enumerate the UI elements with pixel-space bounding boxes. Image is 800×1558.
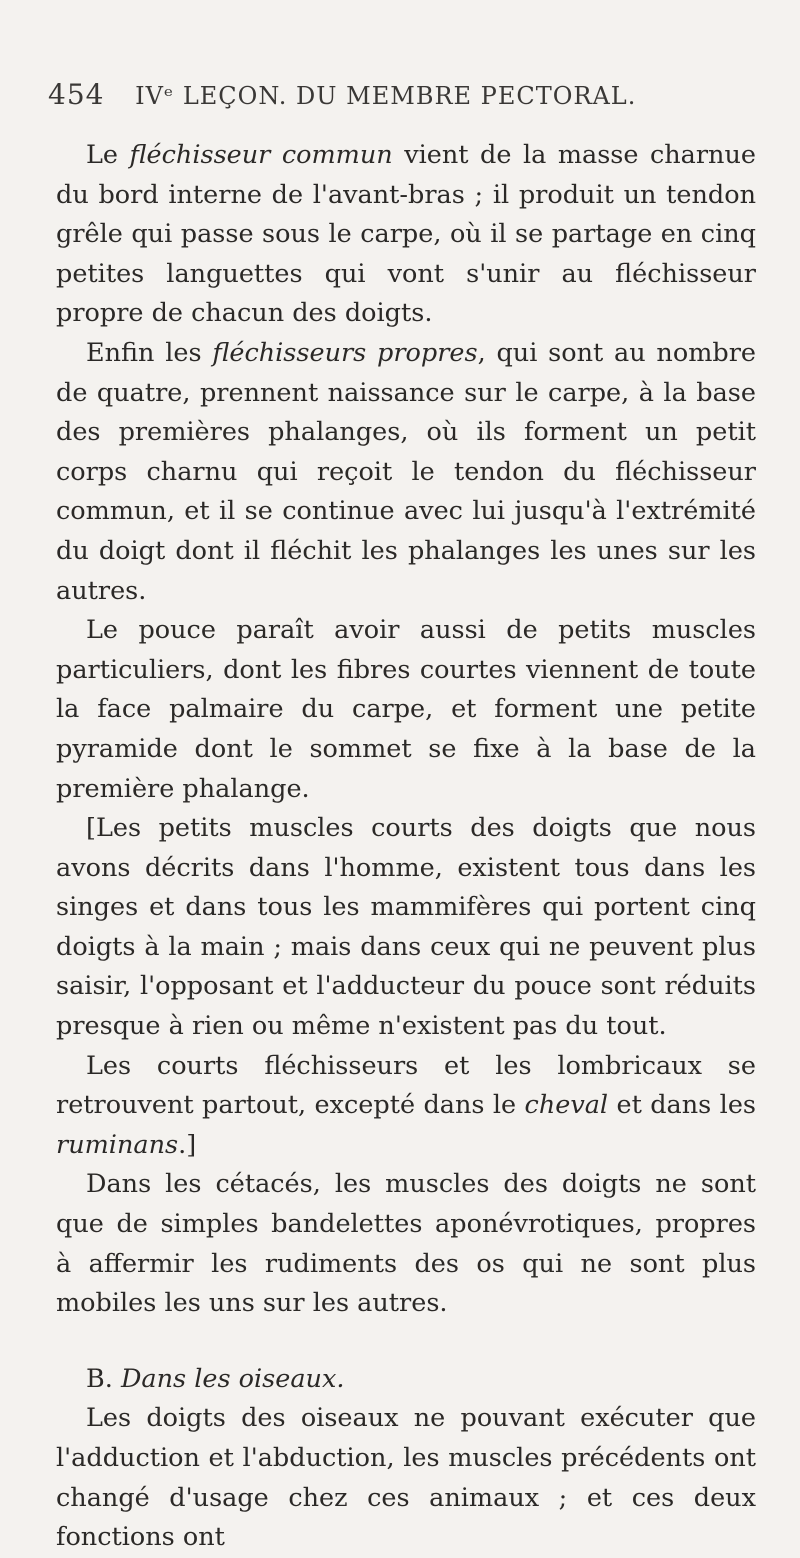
text-run: .] xyxy=(178,1129,197,1160)
running-header xyxy=(48,78,768,111)
text-run: Dans les cétacés, les muscles des doigts ne sont que de simples bandelettes aponévrotiques, propres à affermir les rudiments des os qui ne sont plus mobiles les uns sur les autres. xyxy=(56,1169,756,1319)
page-number: 454 xyxy=(48,78,105,111)
section-heading xyxy=(56,1360,756,1400)
italic-term: fléchisseur commun xyxy=(129,140,393,170)
paragraph-oiseaux xyxy=(56,1399,756,1557)
section-title: Dans les oiseaux. xyxy=(120,1363,345,1394)
text-run: Enfin les xyxy=(86,337,213,368)
paragraph-petits-muscles xyxy=(56,809,756,1047)
italic-term: fléchisseurs propres xyxy=(212,337,478,368)
text-run: vient de la masse charnue du bord interne de l'avant-bras ; il produit un tendon grêle qui passe sous le carpe, où il se partage en cinq petites languettes qui vont s'unir au fléchisseur propre de chacun des doigts. xyxy=(56,140,756,329)
paragraph-cetaces xyxy=(56,1165,756,1323)
text-run: [Les petits muscles courts des doigts que nous avons décrits dans l'homme, existent tous dans les singes et dans tous les mammifères qui portent cinq doigts à la main ; mais dans ceux qui ne peuvent plus saisir, l'opposant et l'adducteur du pouce sont réduits presque à rien ou même n'existent pas du tout. xyxy=(56,813,756,1042)
text-run: et dans les xyxy=(608,1090,756,1121)
text-run: Les courts fléchisseurs et les lombricaux se retrouvent partout, excepté dans le xyxy=(56,1050,756,1121)
text-run: Le pouce paraît avoir aussi de petits muscles particuliers, dont les fibres courtes viennent de toute la face palmaire du carpe, et forment une petite pyramide dont le sommet se fixe à la base de la première phalange. xyxy=(56,615,756,804)
paragraph-pouce xyxy=(56,611,756,809)
text-run: , qui sont au nombre de quatre, prennent naissance sur le carpe, à la base des premières phalanges, où ils forment un petit corps charnu qui reçoit le tendon du fléchisseur commun, et il se continue avec lui jusqu'à l'extrémité du doigt dont il fléchit les phalanges les unes sur les autres. xyxy=(56,337,756,606)
italic-term: cheval xyxy=(524,1090,609,1121)
paragraph-flechisseurs-propres xyxy=(56,334,756,611)
body-text xyxy=(56,136,756,1558)
italic-term: ruminans xyxy=(56,1129,179,1160)
section-letter: B. xyxy=(86,1363,113,1394)
text-run: Les doigts des oiseaux ne pouvant exécuter que l'adduction et l'abduction, les muscles précédents ont changé d'usage chez ces animaux ; et ces deux fonctions ont xyxy=(56,1403,756,1553)
running-title: IVᵉ LEÇON. DU MEMBRE PECTORAL. xyxy=(135,82,637,110)
text-run: Le xyxy=(86,140,130,170)
paragraph-courts-flechisseurs xyxy=(56,1047,756,1166)
paragraph-flechisseur-commun xyxy=(56,136,756,334)
